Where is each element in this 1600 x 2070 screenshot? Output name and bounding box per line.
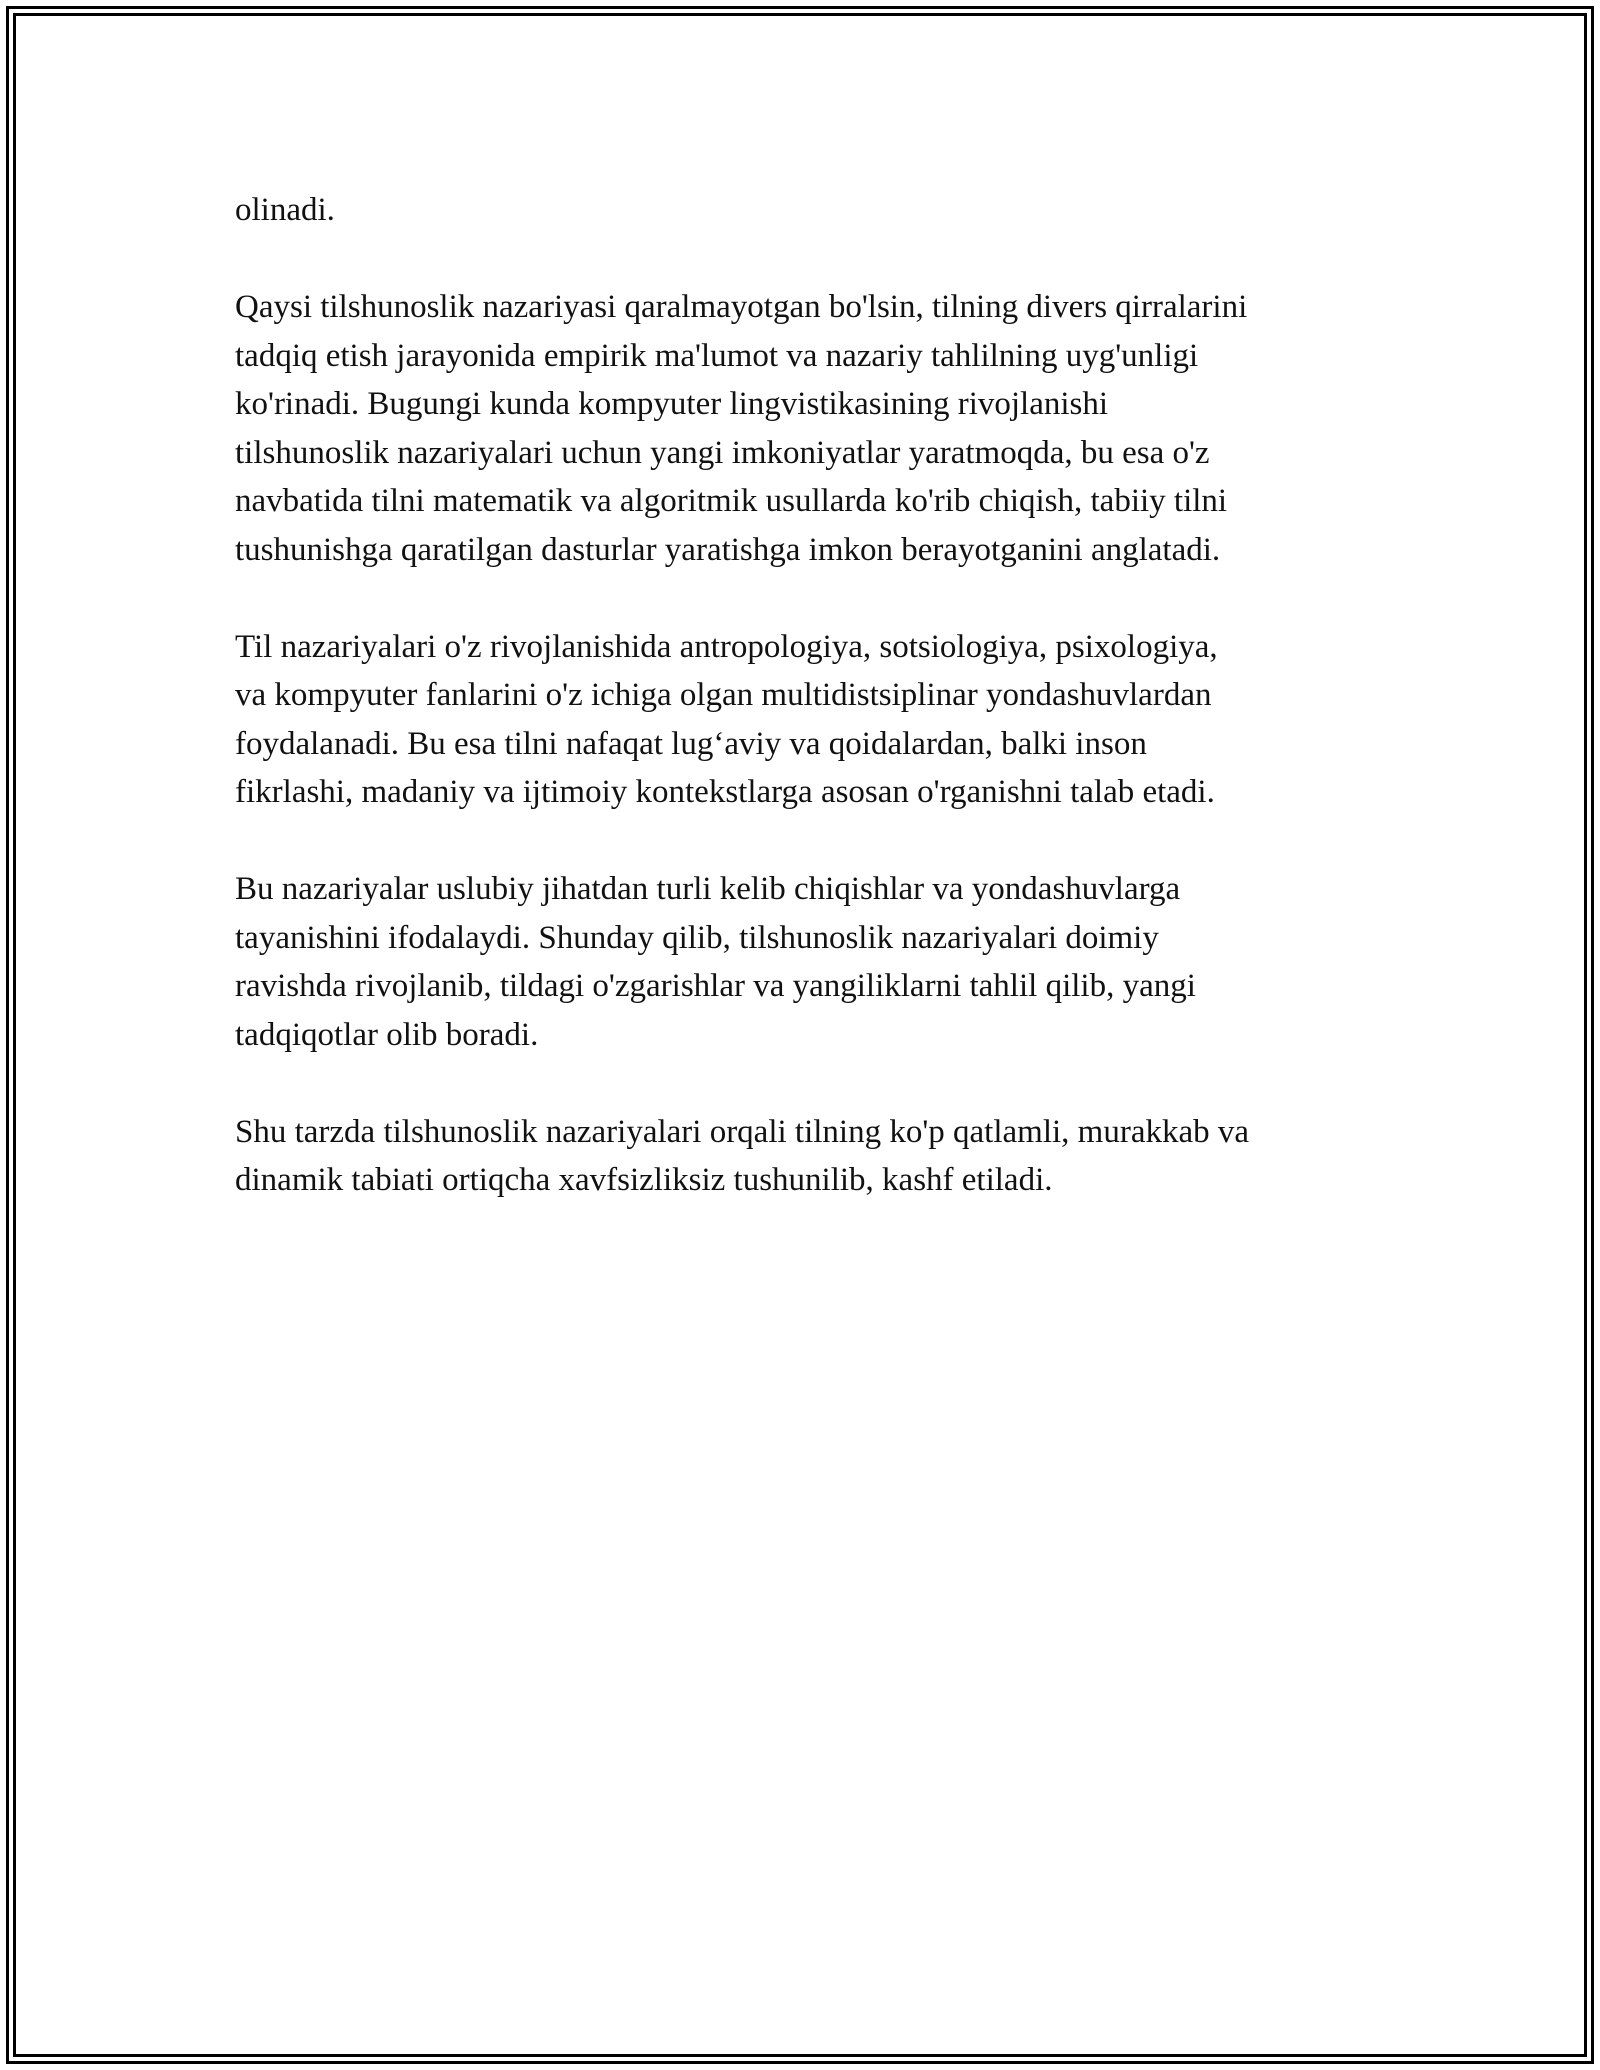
- paragraph: [235, 186, 1370, 235]
- text-line: Til nazariyalari o'z rivojlanishida antropologiya, sotsiologiya, psixologiya,: [235, 628, 1218, 665]
- text-line: dinamik tabiati ortiqcha xavfsizliksiz tushunilib, kashf etiladi.: [235, 1162, 1053, 1198]
- paragraph: [235, 1108, 1370, 1205]
- text-line: Qaysi tilshunoslik nazariyasi qaralmayotgan bo'lsin, tilning divers qirralarini: [235, 289, 1248, 325]
- text-line: Bu nazariyalar uslubiy jihatdan turli kelib chiqishlar va yondashuvlarga: [235, 871, 1181, 907]
- text-line: va kompyuter fanlarini o'z ichiga olgan multidistsiplinar yondashuvlardan: [235, 677, 1212, 713]
- text-line: ko'rinadi. Bugungi kunda kompyuter lingvistikasining rivojlanishi: [235, 386, 1109, 422]
- text-line: navbatida tilni matematik va algoritmik usullarda ko'rib chiqish, tabiiy tilni: [235, 483, 1228, 519]
- text-line: ravishda rivojlanib, tildagi o'zgarishlar va yangiliklarni tahlil qilib, yangi: [235, 968, 1196, 1004]
- text-line: foydalanadi. Bu esa tilni nafaqat lug‘aviy va qoidalardan, balki inson: [235, 725, 1147, 762]
- document-body: [235, 186, 1370, 1253]
- paragraph: [235, 283, 1370, 574]
- text-line: fikrlashi, madaniy va ijtimoiy kontekstlarga asosan o'rganishni talab etadi.: [235, 774, 1215, 810]
- text-line: olinadi.: [235, 192, 335, 228]
- text-line: tilshunoslik nazariyalari uchun yangi imkoniyatlar yaratmoqda, bu esa o'z: [235, 434, 1210, 471]
- text-line: tadqiqotlar olib boradi.: [235, 1016, 539, 1053]
- text-line: Shu tarzda tilshunoslik nazariyalari orqali tilning ko'p qatlamli, murakkab va: [235, 1113, 1250, 1150]
- text-line: tushunishga qaratilgan dasturlar yaratishga imkon berayotganini anglatadi.: [235, 531, 1221, 568]
- paragraph: [235, 623, 1370, 817]
- text-line: tayanishini ifodalaydi. Shunday qilib, tilshunoslik nazariyalari doimiy: [235, 919, 1159, 956]
- paragraph: [235, 865, 1370, 1059]
- text-line: tadqiq etish jarayonida empirik ma'lumot va nazariy tahlilning uyg'unligi: [235, 337, 1199, 374]
